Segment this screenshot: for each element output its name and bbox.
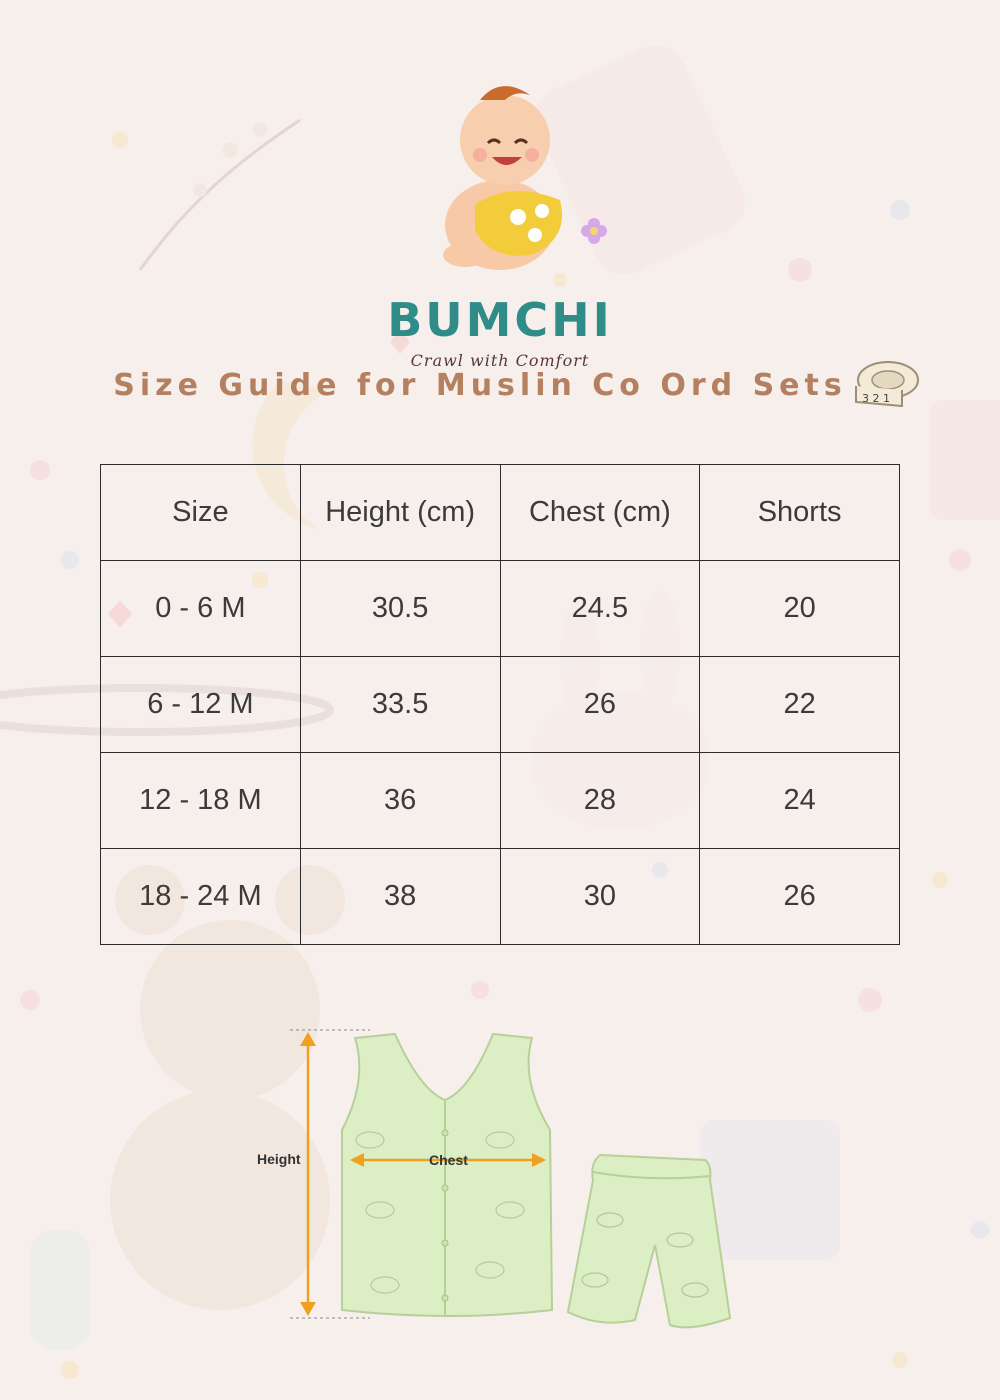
cell-size: 6 - 12 M	[101, 657, 301, 753]
cell-height: 33.5	[300, 657, 500, 753]
svg-text:3 2 1: 3 2 1	[862, 392, 890, 405]
header-chest: Chest (cm)	[500, 465, 700, 561]
cell-height: 36	[300, 753, 500, 849]
measurement-diagram	[250, 1020, 750, 1350]
cell-shorts: 22	[700, 657, 900, 753]
baby-mascot-icon	[380, 55, 620, 295]
vest-garment	[342, 1034, 552, 1316]
cell-chest: 30	[500, 849, 700, 945]
brand-name: BUMCHI	[387, 293, 613, 347]
table-row	[101, 753, 900, 849]
table-header-row	[101, 465, 900, 561]
cell-chest: 24.5	[500, 561, 700, 657]
table-row	[101, 657, 900, 753]
chest-label: Chest	[429, 1152, 468, 1168]
cell-shorts: 24	[700, 753, 900, 849]
cell-chest: 28	[500, 753, 700, 849]
header-height: Height (cm)	[300, 465, 500, 561]
brand-logo	[380, 55, 620, 370]
height-arrow	[300, 1032, 316, 1316]
cell-chest: 26	[500, 657, 700, 753]
cell-size: 0 - 6 M	[101, 561, 301, 657]
table-row	[101, 561, 900, 657]
height-label: Height	[257, 1151, 301, 1167]
cell-height: 30.5	[300, 561, 500, 657]
header-shorts: Shorts	[700, 465, 900, 561]
cell-size: 18 - 24 M	[101, 849, 301, 945]
table-row	[101, 849, 900, 945]
page-title: Size Guide for Muslin Co Ord Sets	[113, 368, 847, 403]
cell-size: 12 - 18 M	[101, 753, 301, 849]
cell-shorts: 20	[700, 561, 900, 657]
brand-tagline: Crawl with Comfort	[410, 351, 590, 370]
cell-height: 38	[300, 849, 500, 945]
cell-shorts: 26	[700, 849, 900, 945]
header-size: Size	[101, 465, 301, 561]
measuring-tape-icon	[852, 358, 922, 410]
shorts-garment	[568, 1155, 730, 1327]
size-table	[100, 464, 900, 945]
